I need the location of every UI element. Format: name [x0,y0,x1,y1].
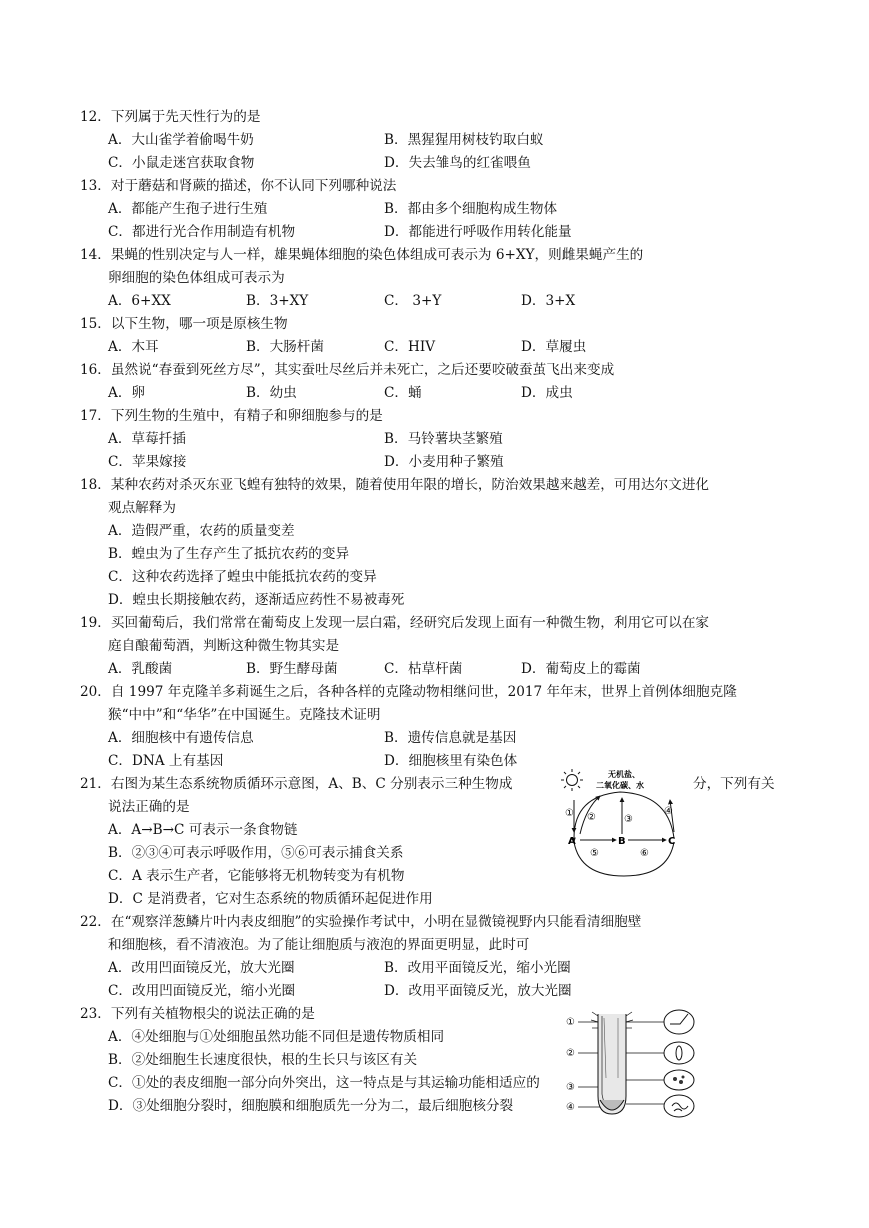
question-22-option-a[interactable]: A．改用凹面镜反光，放大光圈 [108,960,295,976]
question-22-option-c[interactable]: C．改用凹面镜反光，缩小光圈 [108,983,296,999]
question-18-option-a[interactable]: A．造假严重，农药的质量变差 [108,523,295,539]
question-16-option-c[interactable]: C．蛹 [384,385,422,401]
question-22-stem-line2: 和细胞核，看不清液泡。为了能让细胞质与液泡的界面更明显，此时可 [108,937,530,953]
question-20-option-b[interactable]: B．遗传信息就是基因 [384,730,517,746]
question-16-option-a[interactable]: A．卵 [108,385,146,401]
question-23-stem: 23．下列有关植物根尖的说法正确的是 [80,1006,315,1022]
question-16-stem: 16．虽然说“春蚕到死丝方尽”，其实蚕吐尽丝后并未死亡，之后还要咬破蚕茧飞出来变成 [80,362,615,378]
question-23-option-c[interactable]: C．①处的表皮细胞一部分向外突出，这一特点是与其运输功能相适应的 [108,1075,540,1091]
question-13-option-c[interactable]: C．都进行光合作用制造有机物 [108,224,296,240]
question-18-option-c[interactable]: C．这种农药选择了蝗虫中能抵抗农药的变异 [108,569,377,585]
question-21-option-b[interactable]: B．②③④可表示呼吸作用，⑤⑥可表示捕食关系 [108,845,404,861]
arrow-label-3: ③ [624,814,633,825]
root-tip-diagram [562,1008,697,1120]
question-14-option-a[interactable]: A．6+XX [108,293,171,309]
question-14-stem-line1: 14．果蝇的性别决定与人一样，雄果蝇体细胞的染色体组成可表示为 6+XY，则雌果蝇产生的 [80,247,644,263]
inorganic-label-2: 二氧化碳、水 [596,781,644,790]
question-20-option-d[interactable]: D．细胞核里有染色体 [384,753,518,769]
node-c: C [668,836,676,847]
question-22-option-b[interactable]: B．改用平面镜反光，缩小光圈 [384,960,571,976]
question-21-stem-line1b: 分，下列有关 [693,776,775,792]
question-21-option-a[interactable]: A．A→B→C 可表示一条食物链 [108,822,298,838]
question-17-option-c[interactable]: C．苹果嫁接 [108,454,187,470]
question-12-stem: 12．下列属于先天性行为的是 [80,109,261,125]
question-12-option-a[interactable]: A．大山雀学着偷喝牛奶 [108,132,254,148]
sun-icon [561,769,583,791]
node-a: A [568,836,576,847]
root-label-3: ③ [566,1082,575,1093]
inorganic-label-1: 无机盐、 [608,770,640,779]
question-16-option-d[interactable]: D．成虫 [521,385,573,401]
question-15-stem: 15．以下生物，哪一项是原核生物 [80,316,288,332]
question-21-option-c[interactable]: C．A 表示生产者，它能够将无机物转变为有机物 [108,868,405,884]
question-17-option-d[interactable]: D．小麦用种子繁殖 [384,454,504,470]
question-13-stem: 13．对于蘑菇和肾蕨的描述，你不认同下列哪种说法 [80,178,397,194]
question-14-option-c[interactable]: C． 3+Y [384,293,442,309]
root-cap-cell-callout [664,1095,694,1117]
question-20-stem-line1: 20．自 1997 年克隆羊多莉诞生之后，各种各样的克隆动物相继问世，2017 年年末，世界上首例体细胞克隆 [80,684,737,700]
arrow-label-2: ② [587,812,596,823]
root-label-2: ② [566,1048,575,1059]
question-13-option-a[interactable]: A．都能产生孢子进行生殖 [108,201,268,217]
question-23-option-b[interactable]: B．②处细胞生长速度很快，根的生长只与该区有关 [108,1052,418,1068]
question-12-option-c[interactable]: C．小鼠走迷宫获取食物 [108,155,255,171]
arrow-label-1: ① [565,808,574,819]
question-19-stem-line2: 庭自酿葡萄酒，判断这种微生物其实是 [108,638,340,654]
question-15-option-c[interactable]: C．HIV [384,339,436,355]
question-15-option-a[interactable]: A．木耳 [108,339,159,355]
question-21-stem-line2: 说法正确的是 [108,799,190,815]
question-19-option-d[interactable]: D．葡萄皮上的霉菌 [521,661,641,677]
question-17-option-a[interactable]: A．草莓扦插 [108,431,186,447]
question-22-stem-line1: 22．在“观察洋葱鳞片叶内表皮细胞”的实验操作考试中，小明在显微镜视野内只能看清细胞壁 [80,914,642,930]
question-19-option-b[interactable]: B．野生酵母菌 [246,661,338,677]
node-b: B [618,836,626,847]
question-12-option-d[interactable]: D．失去雏鸟的红雀喂鱼 [384,155,531,171]
elongation-cell-callout [664,1042,694,1064]
question-18-stem-line2: 观点解释为 [108,500,176,516]
question-16-option-b[interactable]: B．幼虫 [246,385,297,401]
question-19-stem-line1: 19．买回葡萄后，我们常常在葡萄皮上发现一层白霜，经研究后发现上面有一种微生物，利用它可以在家 [80,615,710,631]
question-14-stem-line2: 卵细胞的染色体组成可表示为 [108,270,285,286]
root-label-1: ① [566,1017,575,1028]
question-21-stem-line1a: 21．右图为某生态系统物质循环示意图，A、B、C 分别表示三种生物成 [80,776,513,792]
question-15-option-d[interactable]: D．草履虫 [521,339,587,355]
question-15-option-b[interactable]: B．大肠杆菌 [246,339,324,355]
question-20-option-c[interactable]: C．DNA 上有基因 [108,753,224,769]
question-13-option-b[interactable]: B．都由多个细胞构成生物体 [384,201,558,217]
question-20-stem-line2: 猴“中中”和“华华”在中国诞生。克隆技术证明 [108,707,381,723]
root-label-4: ④ [566,1102,575,1113]
question-17-stem: 17．下列生物的生殖中，有精子和卵细胞参与的是 [80,408,383,424]
meristem-cell-callout [664,1070,694,1090]
question-19-option-c[interactable]: C．枯草杆菌 [384,661,463,677]
question-19-option-a[interactable]: A．乳酸菌 [108,661,173,677]
question-22-option-d[interactable]: D．改用平面镜反光，放大光圈 [384,983,572,999]
question-20-option-a[interactable]: A．细胞核中有遗传信息 [108,730,254,746]
question-13-option-d[interactable]: D．都能进行呼吸作用转化能量 [384,224,572,240]
question-23-option-a[interactable]: A．④处细胞与①处细胞虽然功能不同但是遗传物质相同 [108,1029,445,1045]
question-18-stem-line1: 18．某种农药对杀灭东亚飞蝗有独特的效果，随着使用年限的增长，防治效果越来越差，可用达尔文进化 [80,477,710,493]
question-14-option-d[interactable]: D．3+X [521,293,576,309]
question-14-option-b[interactable]: B．3+XY [246,293,309,309]
question-23-option-d[interactable]: D．③处细胞分裂时，细胞膜和细胞质先一分为二，最后细胞核分裂 [108,1098,514,1114]
question-18-option-d[interactable]: D．蝗虫长期接触农药，逐渐适应药性不易被毒死 [108,592,405,608]
question-21-option-d[interactable]: D．C 是消费者，它对生态系统的物质循环起促进作用 [108,891,433,907]
root-hair-cell-callout [664,1010,694,1034]
ecosystem-cycle-diagram [560,768,692,880]
question-18-option-b[interactable]: B．蝗虫为了生存产生了抵抗农药的变异 [108,546,350,562]
question-12-option-b[interactable]: B．黑猩猩用树枝钓取白蚁 [384,132,544,148]
question-17-option-b[interactable]: B．马铃薯块茎繁殖 [384,431,503,447]
arrow-label-6: ⑥ [640,848,649,859]
arrow-label-5: ⑤ [590,848,599,859]
arrow-label-4: ④ [664,806,673,817]
